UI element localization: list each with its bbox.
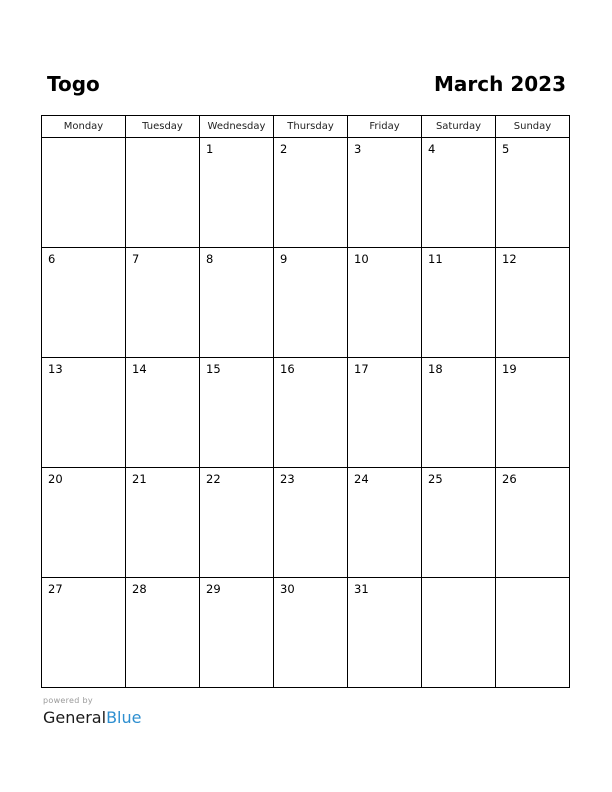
- day-cell: [126, 468, 200, 578]
- weekday-tuesday: Tuesday: [126, 116, 200, 138]
- day-number: 31: [354, 582, 369, 596]
- weekday-sunday: Sunday: [496, 116, 570, 138]
- day-cell: [496, 578, 570, 688]
- day-cell: [200, 358, 274, 468]
- day-cell: [348, 138, 422, 248]
- calendar-grid: [41, 115, 570, 688]
- generalblue-footer: [43, 696, 141, 728]
- day-cell: [422, 578, 496, 688]
- week-row: [42, 468, 570, 578]
- day-cell: [200, 578, 274, 688]
- week-row: [42, 578, 570, 688]
- day-cell: [42, 248, 126, 358]
- day-cell: [422, 138, 496, 248]
- day-number: 2: [280, 142, 288, 156]
- day-cell: [496, 248, 570, 358]
- brand-blue-text: Blue: [106, 708, 142, 727]
- day-number: 18: [428, 362, 443, 376]
- weekday-header-row: [42, 116, 570, 138]
- day-number: [126, 138, 199, 142]
- powered-by-label: powered by: [43, 696, 93, 705]
- day-cell: [348, 358, 422, 468]
- day-cell: [348, 578, 422, 688]
- day-cell: [274, 468, 348, 578]
- day-number: 3: [354, 142, 362, 156]
- day-number: 7: [132, 252, 140, 266]
- weekday-monday: Monday: [42, 116, 126, 138]
- day-number: 30: [280, 582, 295, 596]
- day-cell: [42, 358, 126, 468]
- day-number: [496, 578, 569, 582]
- day-cell: [274, 578, 348, 688]
- day-number: 6: [48, 252, 56, 266]
- day-cell: [42, 578, 126, 688]
- day-cell: [200, 248, 274, 358]
- day-number: 20: [48, 472, 63, 486]
- weekday-wednesday: Wednesday: [200, 116, 274, 138]
- day-number: 16: [280, 362, 295, 376]
- day-number: 11: [428, 252, 443, 266]
- day-cell: [422, 358, 496, 468]
- generalblue-logo: [43, 708, 141, 728]
- week-row: [42, 358, 570, 468]
- day-cell: [126, 578, 200, 688]
- day-number: [42, 138, 125, 142]
- day-number: 19: [502, 362, 517, 376]
- day-cell: [274, 138, 348, 248]
- day-number: 29: [206, 582, 221, 596]
- weekday-thursday: Thursday: [274, 116, 348, 138]
- day-number: 9: [280, 252, 288, 266]
- month-year-title: March 2023: [434, 72, 566, 96]
- day-cell: [274, 358, 348, 468]
- day-cell: [126, 248, 200, 358]
- day-number: 5: [502, 142, 510, 156]
- brand-general-text: General: [43, 708, 107, 727]
- day-cell: [496, 358, 570, 468]
- day-cell: [496, 138, 570, 248]
- day-cell: [422, 248, 496, 358]
- day-number: 12: [502, 252, 517, 266]
- day-number: 24: [354, 472, 369, 486]
- day-number: 10: [354, 252, 369, 266]
- day-cell: [42, 468, 126, 578]
- day-cell: [126, 358, 200, 468]
- day-cell: [496, 468, 570, 578]
- day-cell: [126, 138, 200, 248]
- day-number: 1: [206, 142, 214, 156]
- day-number: 27: [48, 582, 63, 596]
- day-cell: [348, 248, 422, 358]
- day-number: 23: [280, 472, 295, 486]
- day-number: [422, 578, 495, 582]
- day-cell: [200, 468, 274, 578]
- day-number: 17: [354, 362, 369, 376]
- day-number: 25: [428, 472, 443, 486]
- day-number: 22: [206, 472, 221, 486]
- day-cell: [274, 248, 348, 358]
- day-number: 8: [206, 252, 214, 266]
- week-row: [42, 138, 570, 248]
- weekday-saturday: Saturday: [422, 116, 496, 138]
- day-number: 14: [132, 362, 147, 376]
- day-number: 26: [502, 472, 517, 486]
- day-number: 4: [428, 142, 436, 156]
- week-row: [42, 248, 570, 358]
- day-number: 15: [206, 362, 221, 376]
- day-number: 28: [132, 582, 147, 596]
- day-cell: [348, 468, 422, 578]
- day-number: 21: [132, 472, 147, 486]
- day-cell: [422, 468, 496, 578]
- country-title: Togo: [47, 72, 100, 96]
- day-cell: [200, 138, 274, 248]
- day-cell: [42, 138, 126, 248]
- weekday-friday: Friday: [348, 116, 422, 138]
- day-number: 13: [48, 362, 63, 376]
